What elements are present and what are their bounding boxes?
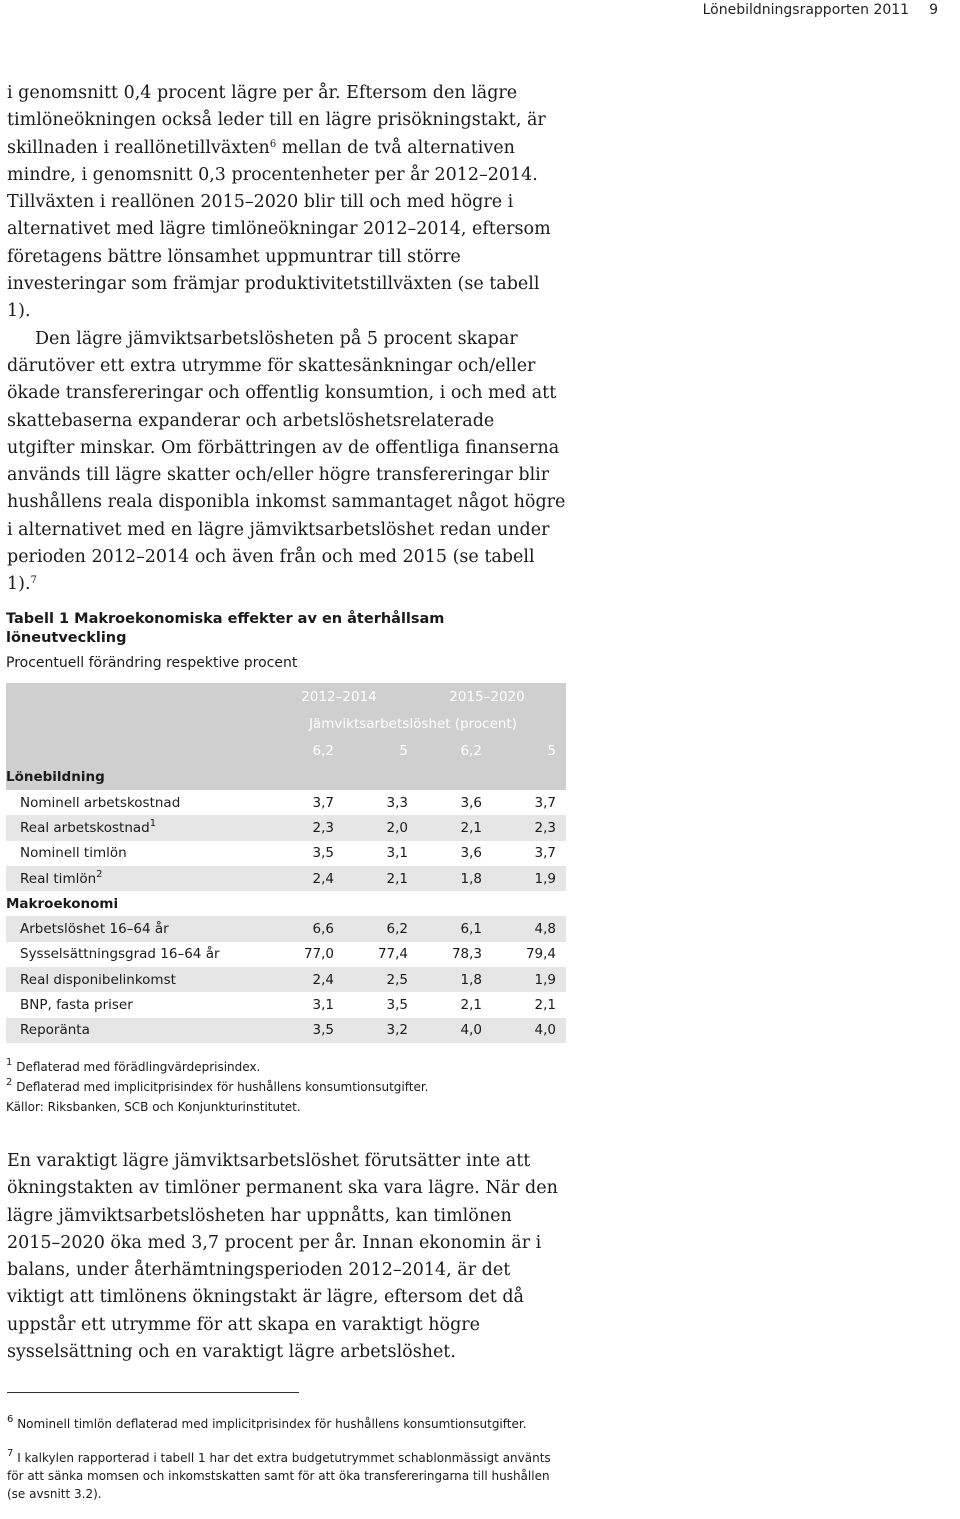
column-header: 5 [492,737,566,764]
column-header: 6,2 [418,737,492,764]
table-1 [6,610,566,1117]
paragraph-3: En varaktigt lägre jämviktsarbetslöshet förutsätter inte att ökningstakten av timlöner permanent ska vara lägre. När den lägre jämviktsarbetslösheten har uppnåtts, kan timlönen 2015–2020 öka med 3,7 procent per år. Innan ekonomin är i balans, under återhämtningsperioden 2012–2014, är det viktigt att timlönens ökningstakt är lägre, eftersom det då uppstår ett utrymme för att skapa en varaktigt högre sysselsättning och en varaktigt lägre arbetslöshet. [7,1151,558,1363]
table-header-values [6,737,566,764]
table-row: Arbetslöshet 16–64 år 6,6 6,2 6,1 4,8 [6,916,566,941]
macro-effects-table [6,683,566,1043]
table-row: Real disponibelinkomst 2,4 2,5 1,8 1,9 [6,967,566,992]
footnote-divider [7,1392,299,1393]
table-row: Real arbetskostnad$^1$ 2,3 2,0 2,1 2,3 [6,815,566,840]
column-header: 6,2 [270,737,344,764]
table-source: Källor: Riksbanken, SCB och Konjunkturinstitutet. [6,1099,301,1114]
column-header: 5 [344,737,418,764]
footnote-7: $^7$ I kalkylen rapporterad i tabell 1 har det extra budgetutrymmet schablonmässigt använts för att sänka momsen och inkomstskatten samt för att öka transfereringarna till hushållen (se avsnitt 3.2). [7,1448,551,1501]
section-row-makroekonomi: Makroekonomi [6,895,119,912]
footnotes [7,1392,567,1519]
period-header-2012-2014: 2012–2014 [270,683,418,710]
table-note-2: $^2$ Deflaterad med implicitprisindex för hushållens konsumtionsutgifter. [6,1076,429,1094]
body-text-lower [7,1148,567,1366]
table-row: BNP, fasta priser 3,1 3,5 2,1 2,1 [20,997,556,1014]
paragraph-1: i genomsnitt 0,4 procent lägre per år. Eftersom den lägre timlöneökningen också leder till en lägre prisökningstakt, är skillnaden i reallönetillväxten$^6$ mellan de två alternativen mindre, i genomsnitt 0,3 procentenheter per år 2012–2014. Tillväxten i reallönen 2015–2020 blir till och med högre i alternativet med lägre timlöneökningar 2012–2014, eftersom företagens bättre lönsamhet uppmuntrar till större investeringar som främjar produktivitetstillväxten (se tabell 1). [7,83,551,322]
table-note-1: $^1$ Deflaterad med förädlingvärdeprisindex. [6,1056,261,1074]
footnote-ref-7: 7 [30,575,37,587]
page-number: 9 [929,2,938,18]
section-row-lonebildning: Lönebildning [6,764,566,790]
table-subtitle: Procentuell förändring respektive procent [6,655,298,671]
unemployment-group-header: Jämviktsarbetslöshet (procent) [270,710,566,737]
table-header-group [6,710,566,737]
body-text-upper [7,80,567,599]
table-notes [6,1057,566,1117]
table-row: Nominell timlön 3,5 3,1 3,6 3,7 [20,845,556,862]
report-title: Lönebildningsrapporten 2011 [702,2,910,18]
paragraph-2: Den lägre jämviktsarbetslösheten på 5 procent skapar därutöver ett extra utrymme för skattesänkningar och/eller ökade transfereringar och offentlig konsumtion, i och med att skattebaserna expanderar och arbetslöshetsrelaterade utgifter minskar. Om förbättringen av de offentliga finanserna används till lägre skatter och/eller högre transfereringar blir hushållens reala disponibla inkomst sammantaget något högre i alternativet med en lägre jämviktsarbetslöshet redan under perioden 2012–2014 och även från och med 2015 (se tabell 1).$^7$ [7,328,566,595]
table-title: Tabell 1 Makroekonomiska effekter av en återhållsam löneutveckling [6,611,445,646]
running-header [683,2,938,18]
table-header-periods [6,683,566,710]
period-header-2015-2020: 2015–2020 [418,683,566,710]
table-row: Real timlön$^2$ 2,4 2,1 1,8 1,9 [6,866,566,891]
table-row: Reporänta 3,5 3,2 4,0 4,0 [6,1018,566,1043]
footnote-6: $^6$ Nominell timlön deflaterad med implicitprisindex för hushållens konsumtionsutgifter. [7,1414,527,1431]
table-row: Nominell arbetskostnad 3,7 3,3 3,6 3,7 [20,794,556,811]
footnote-ref-6: 6 [269,138,277,150]
table-row: Sysselsättningsgrad 16–64 år 77,0 77,4 78,3 79,4 [20,946,556,963]
